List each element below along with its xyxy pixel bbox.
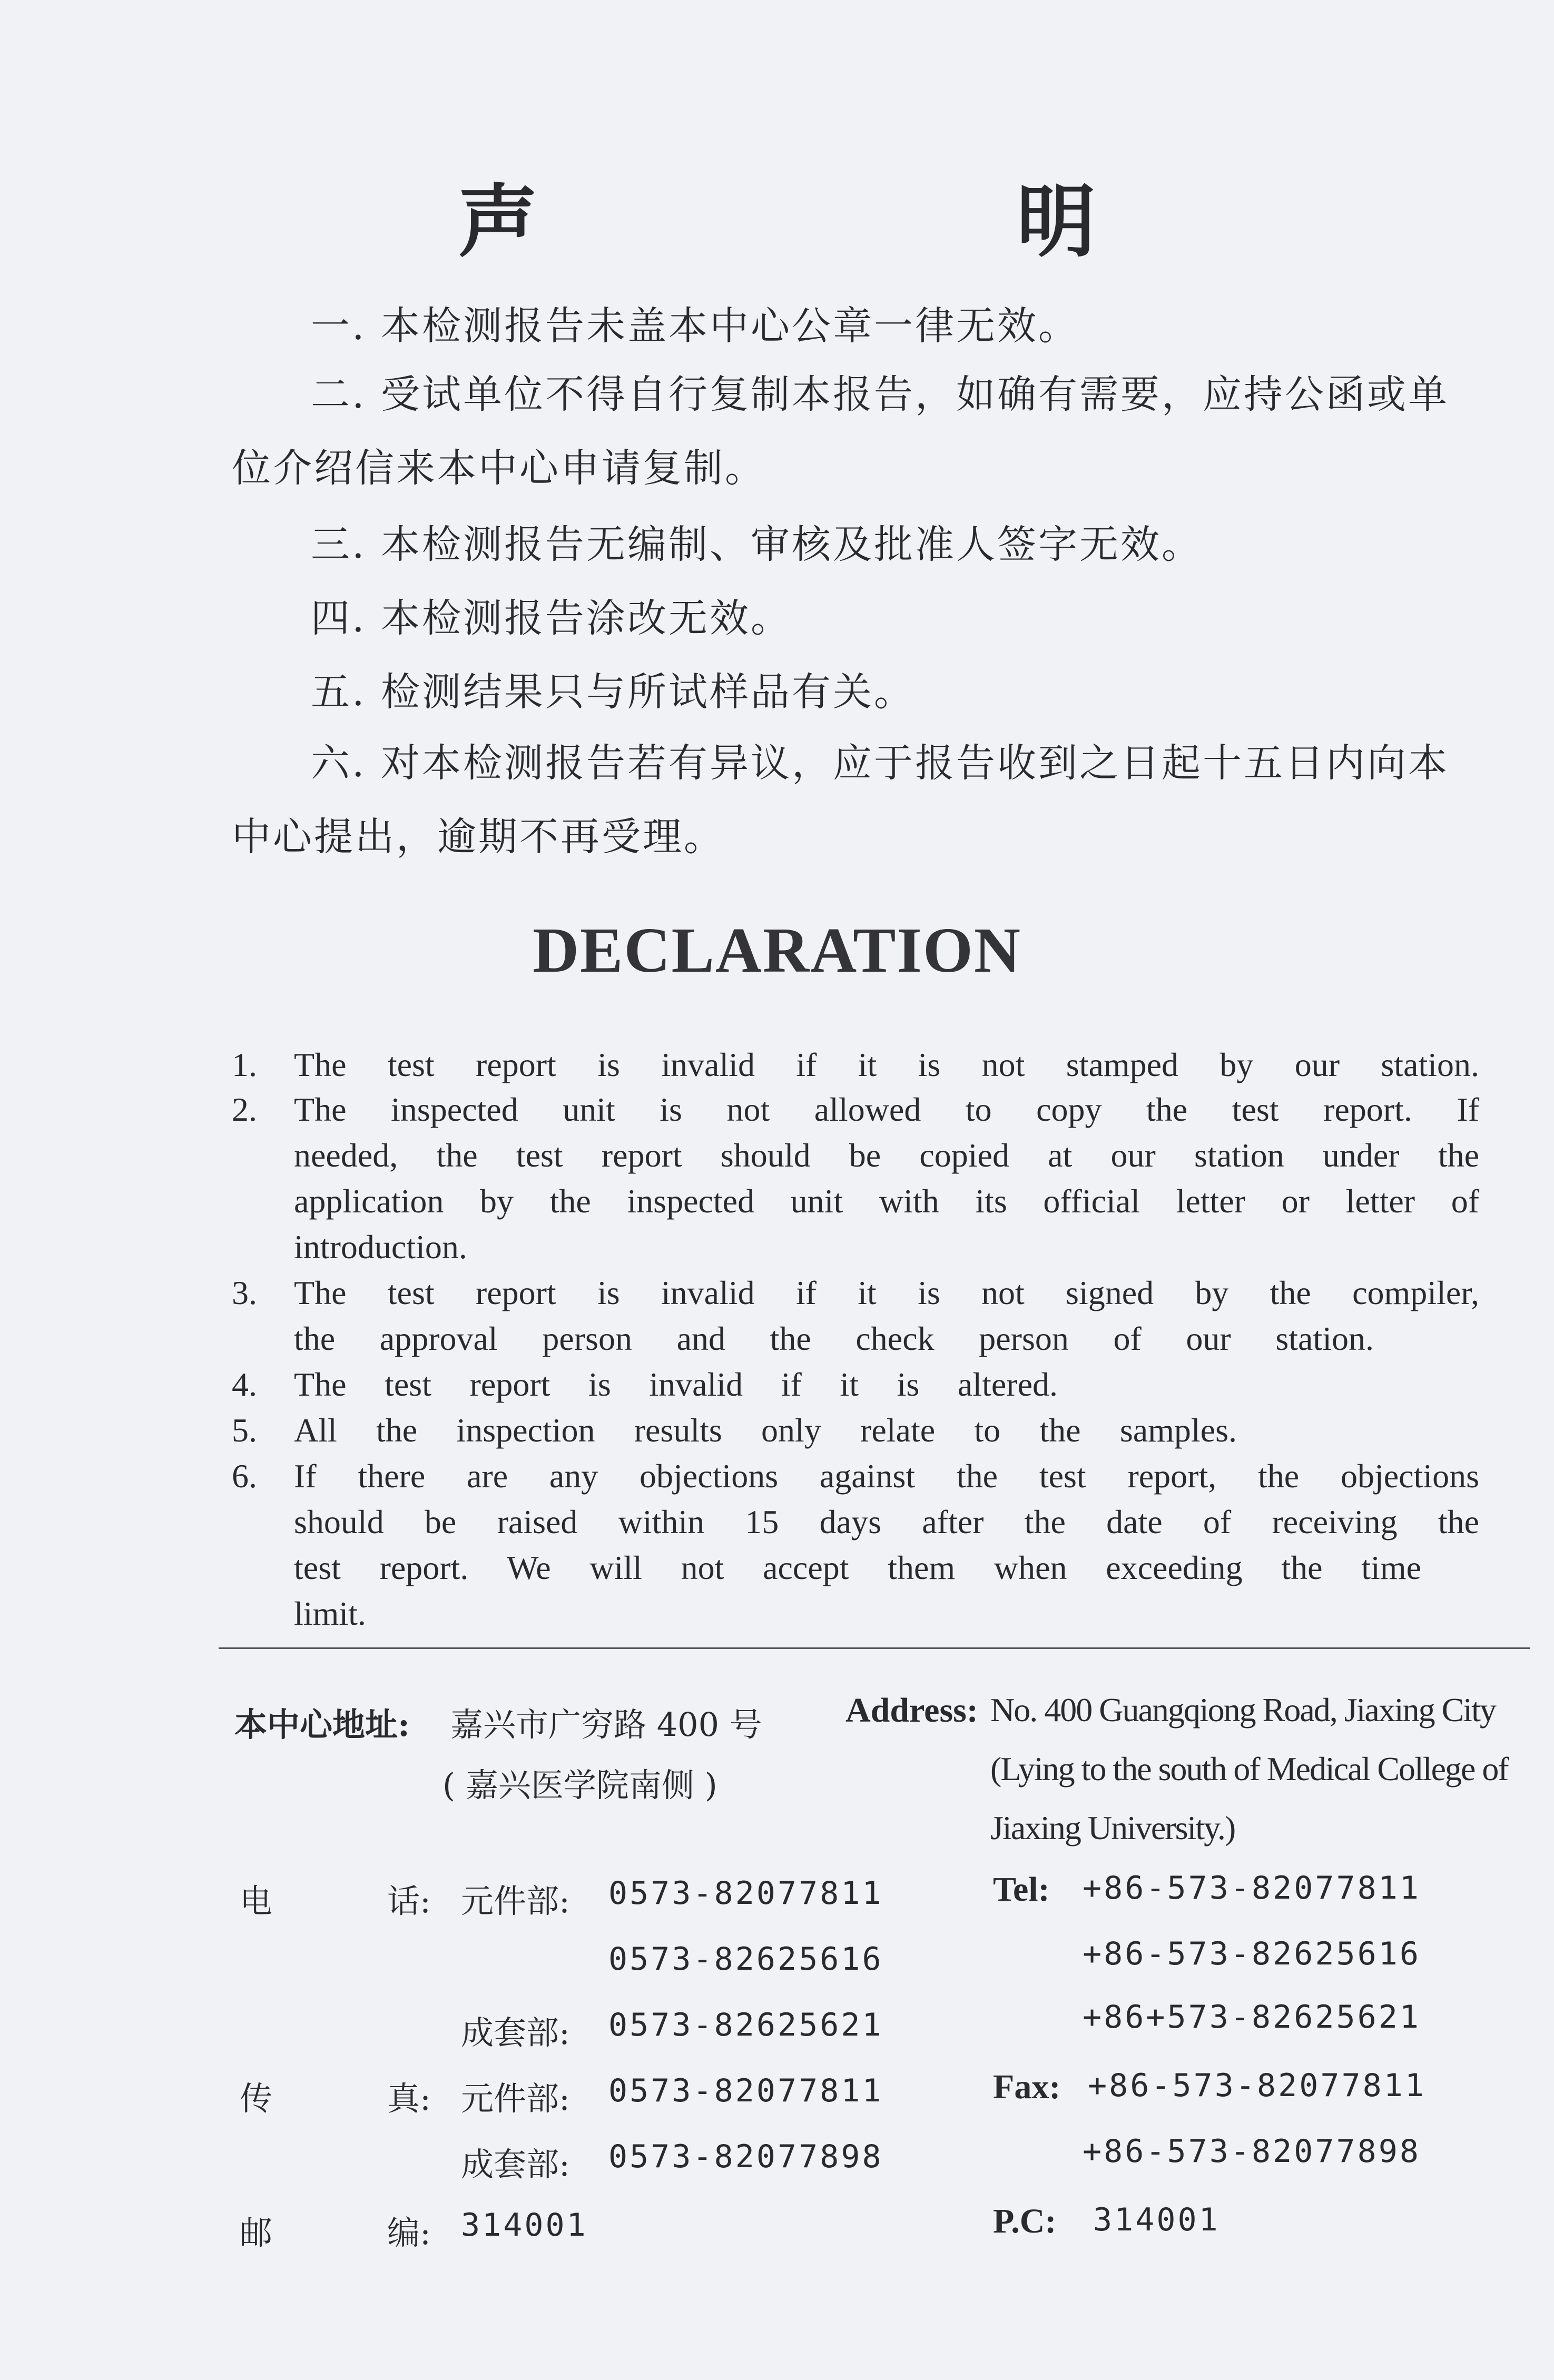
en-item-6-line-2: should be raised within 15 days after the date of receiving the [294, 1503, 1479, 1540]
cn-fax-dept-complete: 成套部: [461, 2145, 570, 2184]
en-item-6-line-4: limit. [294, 1595, 366, 1632]
en-item-6-line-1: If there are any objections against the test report, the objections [294, 1457, 1479, 1495]
en-item-3-line-1: The test report is invalid if it is not signed by the compiler, [294, 1274, 1479, 1311]
en-fax-1: +86-573-82077811 [1088, 2067, 1426, 2104]
cn-tel-1: 0573-82077811 [608, 1875, 883, 1912]
cn-item-2: 二. 受试单位不得自行复制本报告，如确有需要，应持公函或单 [311, 372, 1450, 417]
en-number-1: 1. [232, 1046, 257, 1083]
en-address-label: Address: [845, 1691, 978, 1730]
en-item-2-line-2: needed, the test report should be copied at our station under the [294, 1137, 1479, 1174]
en-address-line-1: No. 400 Guangqiong Road, Jiaxing City [990, 1691, 1496, 1729]
en-address-line-2: (Lying to the south of Medical College of [990, 1750, 1508, 1788]
en-number-4: 4. [232, 1366, 257, 1403]
en-tel-3: +86+573-82625621 [1083, 1999, 1421, 2036]
cn-pc-label-char-1: 邮 [240, 2214, 273, 2252]
cn-item-4: 四. 本检测报告涂改无效。 [311, 596, 792, 641]
cn-fax-label-char-1: 传 [240, 2079, 273, 2118]
cn-item-1: 一. 本检测报告未盖本中心公章一律无效。 [311, 303, 1080, 349]
cn-address-note: ( 嘉兴医学院南侧 ) [442, 1766, 717, 1804]
cn-tel-dept-component: 元件部: [461, 1882, 570, 1920]
cn-postcode: 314001 [461, 2207, 588, 2244]
en-tel-1: +86-573-82077811 [1083, 1870, 1421, 1907]
cn-item-5: 五. 检测结果只与所试样品有关。 [311, 669, 916, 715]
en-item-4-line-1: The test report is invalid if it is altered. [294, 1366, 1058, 1403]
en-tel-2: +86-573-82625616 [1083, 1935, 1421, 1972]
cn-address-label: 本中心地址: [234, 1705, 410, 1744]
en-item-3-line-2: the approval person and the check person of our station. [294, 1320, 1374, 1357]
en-address-line-3: Jiaxing University.) [990, 1809, 1235, 1846]
en-fax-label: Fax: [993, 2068, 1061, 2106]
cn-item-3: 三. 本检测报告无编制、审核及批准人签字无效。 [311, 522, 1203, 567]
en-pc-label: P.C: [993, 2202, 1057, 2240]
cn-pc-label-char-2: 编: [387, 2214, 431, 2252]
cn-address-value: 嘉兴市广穷路 400 号 [450, 1705, 762, 1744]
en-number-6: 6. [232, 1457, 257, 1495]
cn-tel-2: 0573-82625616 [608, 1941, 883, 1978]
chinese-title: 声 明 [458, 175, 1296, 268]
footer-divider [219, 1647, 1530, 1649]
en-tel-label: Tel: [993, 1870, 1050, 1909]
en-item-2-line-3: application by the inspected unit with its official letter or letter of [294, 1182, 1479, 1220]
en-item-2-line-4: introduction. [294, 1228, 467, 1266]
cn-fax-label-char-2: 真: [387, 2079, 431, 2118]
en-postcode: 314001 [1093, 2201, 1220, 2238]
en-number-5: 5. [232, 1411, 257, 1449]
en-item-5-line-1: All the inspection results only relate to the samples. [294, 1411, 1237, 1449]
cn-item-2-cont: 位介绍信来本中心申请复制。 [232, 446, 766, 491]
cn-item-6-cont: 中心提出，逾期不再受理。 [232, 814, 725, 860]
cn-fax-dept-component: 元件部: [461, 2079, 570, 2118]
en-number-2: 2. [232, 1091, 257, 1128]
en-item-2-line-1: The inspected unit is not allowed to copy the test report. If [294, 1091, 1479, 1128]
cn-tel-label-char-1: 电 [240, 1882, 273, 1920]
en-number-3: 3. [232, 1274, 257, 1311]
en-fax-2: +86-573-82077898 [1083, 2133, 1421, 2170]
cn-fax-2: 0573-82077898 [608, 2138, 883, 2175]
cn-item-6: 六. 对本检测报告若有异议，应于报告收到之日起十五日内向本 [311, 740, 1450, 786]
english-title: DECLARATION [532, 915, 1022, 986]
cn-tel-dept-complete: 成套部: [461, 2013, 570, 2052]
cn-tel-3: 0573-82625621 [608, 2007, 883, 2043]
en-item-1-line-1: The test report is invalid if it is not stamped by our station. [294, 1046, 1479, 1083]
cn-fax-1: 0573-82077811 [608, 2072, 883, 2109]
en-item-6-line-3: test report. We will not accept them when exceeding the time [294, 1549, 1421, 1586]
cn-tel-label-char-2: 话: [387, 1882, 431, 1920]
